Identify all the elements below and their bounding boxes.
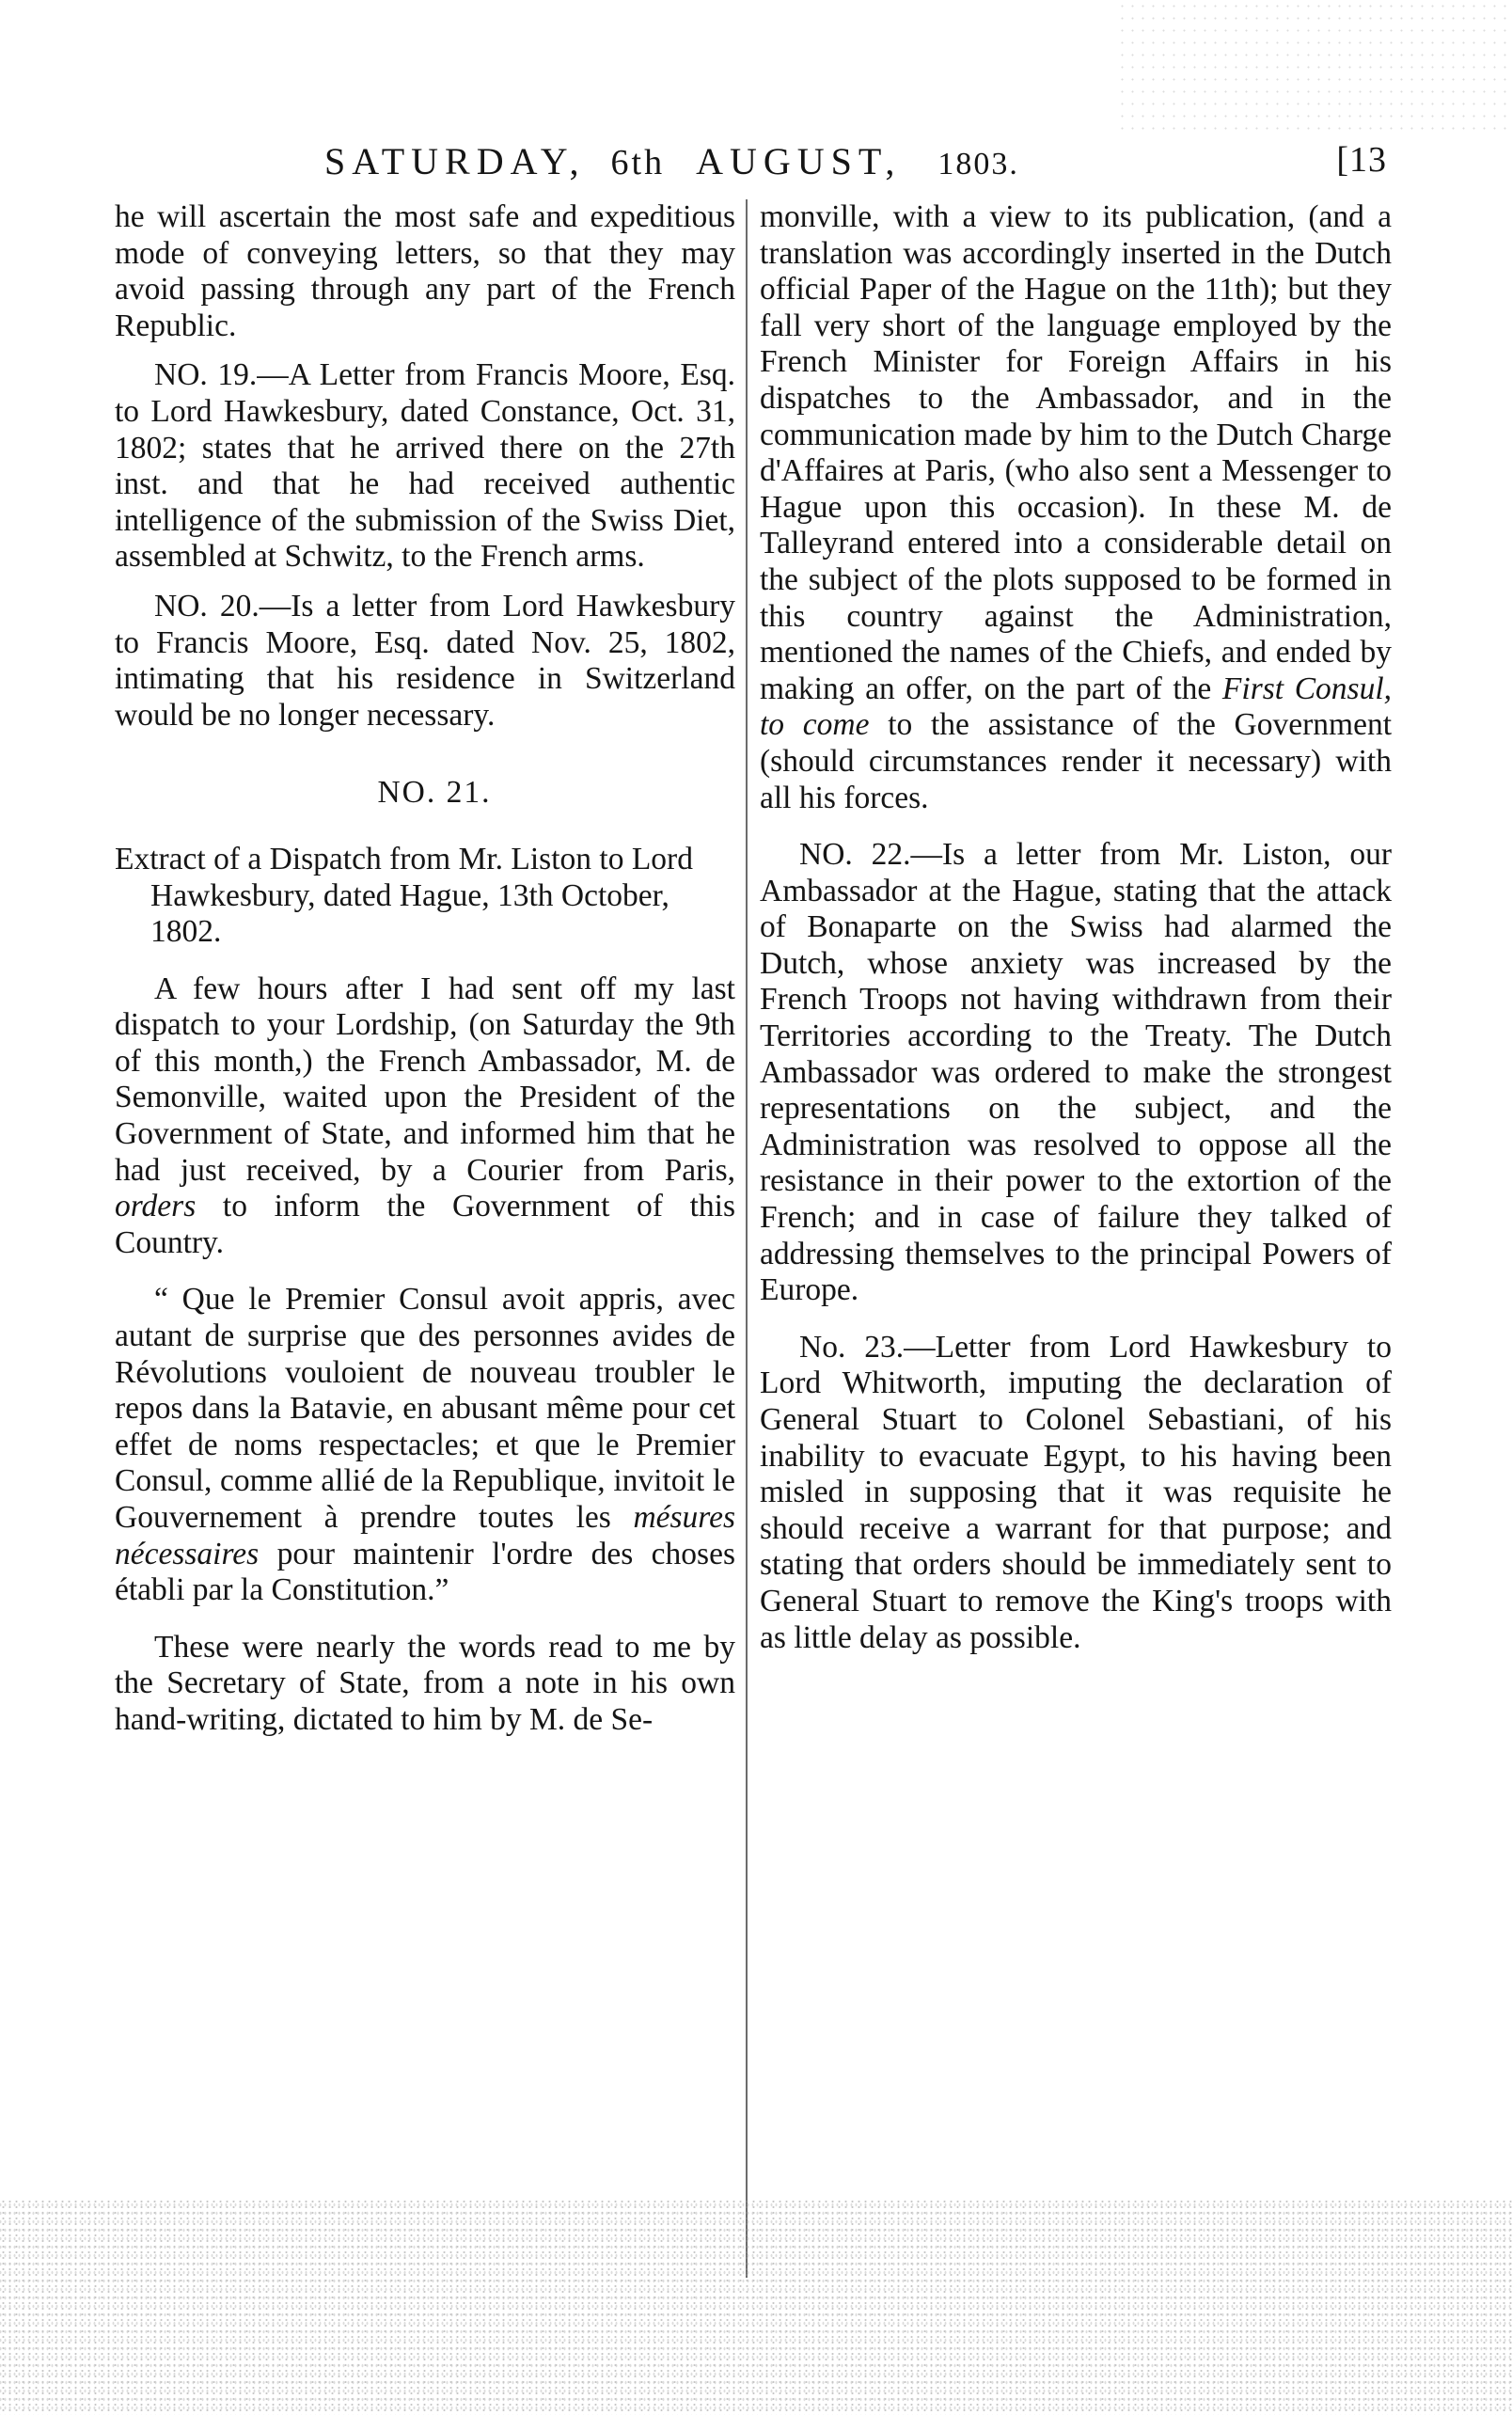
quote-text: “ Que le Premier Consul avoit appris, avec autant de surprise que des personnes avides de Révolutions vouloient de nouveau troubler le repos dans la Batavie, en abusant même pour cet effet de noms respectacles; et que le Premier Consul, comme allié de la Republique, invitoit le Gouvernement à prendre toutes les: [115, 1282, 735, 1535]
item-no23: No. 23.—Letter from Lord Hawkesbury to Lord Whitworth, imputing the declaration of General Stuart to Colonel Sebastiani, of his inability to evacuate Egypt, to his having been misled in supposing that it was requisite he should receive a warrant for that purpose; and stating that orders should be immediately sent to General Stuart to remove the King's troops with as little delay as possible.: [760, 1329, 1392, 1655]
header-date: 6th: [610, 143, 666, 182]
continued-paragraph-right: [760, 199, 1392, 816]
page-number: [13: [1336, 140, 1387, 180]
left-column: [115, 199, 735, 1739]
dispatch-emphasis: orders: [115, 1189, 197, 1224]
continuation-end: to the assistance of the Government (should circumstances render it necessary) with all his forces.: [760, 707, 1392, 815]
paper-speckle-bottom: [0, 2199, 1512, 2415]
quote-emphasis: mésures nécessaires: [115, 1500, 735, 1571]
dispatch-text-b: to inform the Government of this Country.: [115, 1189, 735, 1260]
column-rule: [746, 199, 748, 2278]
header-day: SATURDAY,: [324, 140, 586, 182]
right-column: [760, 199, 1392, 1656]
item-no20: NO. 20.—Is a letter from Lord Hawkesbury to Francis Moore, Esq. dated Nov. 25, 1802, intimating that his residence in Switzerland would be no longer necessary.: [115, 588, 735, 733]
closing-paragraph: These were nearly the words read to me by the Secretary of State, from a note in his own hand-writing, dictated to him by M. de Se-: [115, 1629, 735, 1737]
dispatch-extract-title: Extract of a Dispatch from Mr. Liston to Lord Hawkesbury, dated Hague, 13th October, 1802.: [115, 841, 693, 950]
item-no19: NO. 19.—A Letter from Francis Moore, Esq. to Lord Hawkesbury, dated Constance, Oct. 31, 1802; states that he arrived there on the 27th inst. and that he had received authentic intelligence of the submission of the Swiss Diet, assembled at Schwitz, to the French arms.: [115, 357, 735, 575]
header-year: 1803.: [937, 147, 1019, 182]
dispatch-paragraph: [115, 971, 735, 1262]
quote-end: pour maintenir l'ordre des choses établi par la Constitution.”: [115, 1536, 735, 1608]
item-no21-heading: NO. 21.: [377, 775, 492, 811]
continued-paragraph: he will ascertain the most safe and expeditious mode of conveying letters, so that they may avoid passing through any part of the French Republic.: [115, 199, 735, 343]
french-quote: [115, 1282, 735, 1608]
dispatch-text-a: A few hours after I had sent off my last dispatch to your Lordship, (on Saturday the 9th of this month,) the French Ambassador, M. de Semonville, waited upon the President of the Government of State, and informed him that he had just received, by a Courier from Paris,: [115, 971, 735, 1188]
continuation-emphasis: First Consul, to come: [760, 671, 1393, 743]
page-header: [324, 139, 1387, 188]
continuation-text: monville, with a view to its publication, (and a translation was accordingly inserted in the Dutch official Paper of the Hague on the 11th); but they fall very short of the language employed by the French Minister for Foreign Affairs in his dispatches to the Ambassador, and in the communication made by him to the Dutch Charge d'Affaires at Paris, (who also sent a Messenger to Hague upon this occasion). In these M. de Talleyrand entered into a considerable detail on the subject of the plots supposed to be formed in this country against the Administration, mentioned the names of the Chiefs, and ended by making an offer, on the part of the: [760, 199, 1392, 706]
paper-speckle-top: [1117, 0, 1512, 132]
item-no22: NO. 22.—Is a letter from Mr. Liston, our Ambassador at the Hague, stating that the attack of Bonaparte on the Swiss had alarmed the Dutch, whose anxiety was increased by the French Troops not having withdrawn from their Territories according to the Treaty. The Dutch Ambassador was ordered to make the strongest representations on the subject, and the Administration was resolved to oppose all the resistance in their power to the extortion of the French; and in case of failure they talked of addressing themselves to the principal Powers of Europe.: [760, 837, 1392, 1308]
header-month: AUGUST,: [696, 140, 902, 182]
